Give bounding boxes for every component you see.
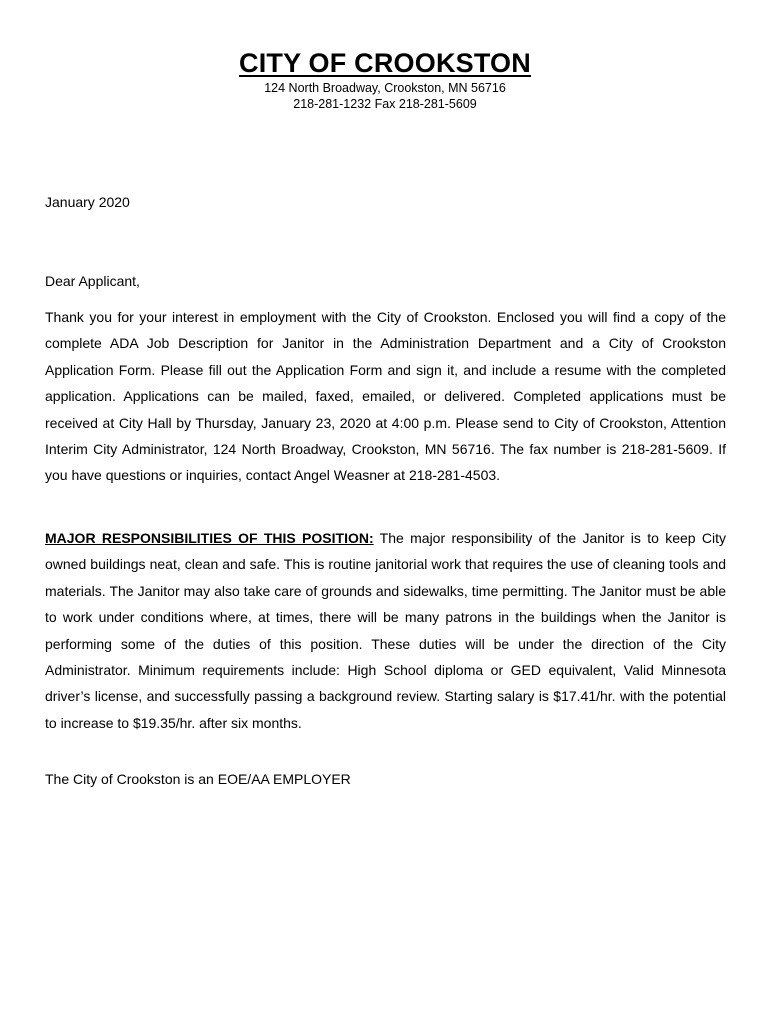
letterhead-phone-fax: 218-281-1232 Fax 218-281-5609	[293, 97, 477, 111]
intro-paragraph: Thank you for your interest in employment with the City of Crookston. Enclosed you will find a copy of the complete ADA Job Description for Janitor in the Administration Department and a City of Crookston Application Form. Please fill out the Application Form and sign it, and include a resume with the completed application. Applications can be mailed, faxed, emailed, or delivered. Completed applications must be received at City Hall by Thursday, January 23, 2020 at 4:00 p.m. Please send to City of Crookston, Attention Interim City Administrator, 124 North Broadway, Crookston, MN 56716. The fax number is 218-281-5609. If you have questions or inquiries, contact Angel Weasner at 218-281-4503.	[45, 309, 726, 484]
responsibilities-heading: MAJOR RESPONSIBILITIES OF THIS POSITION:	[45, 530, 374, 546]
responsibilities-paragraph	[45, 525, 726, 736]
eoe-statement: The City of Crookston is an EOE/AA EMPLOYER	[45, 771, 351, 787]
letter-salutation: Dear Applicant,	[45, 273, 140, 289]
responsibilities-text: The major responsibility of the Janitor is to keep City owned buildings neat, clean and safe. This is routine janitorial work that requires the use of cleaning tools and materials. The Janitor may also take care of grounds and sidewalks, time permitting. The Janitor must be able to work under conditions where, at times, there will be many patrons in the buildings when the Janitor is performing some of the duties of this position. These duties will be under the direction of the City Administrator. Minimum requirements include: High School diploma or GED equivalent, Valid Minnesota driver’s license, and successfully passing a background review. Starting salary is $17.41/hr. with the potential to increase to $19.35/hr. after six months.	[45, 530, 726, 731]
letterhead	[0, 46, 770, 112]
city-title: CITY OF CROOKSTON	[239, 48, 531, 78]
letterhead-address: 124 North Broadway, Crookston, MN 56716	[264, 81, 506, 95]
letter-date: January 2020	[45, 194, 130, 210]
